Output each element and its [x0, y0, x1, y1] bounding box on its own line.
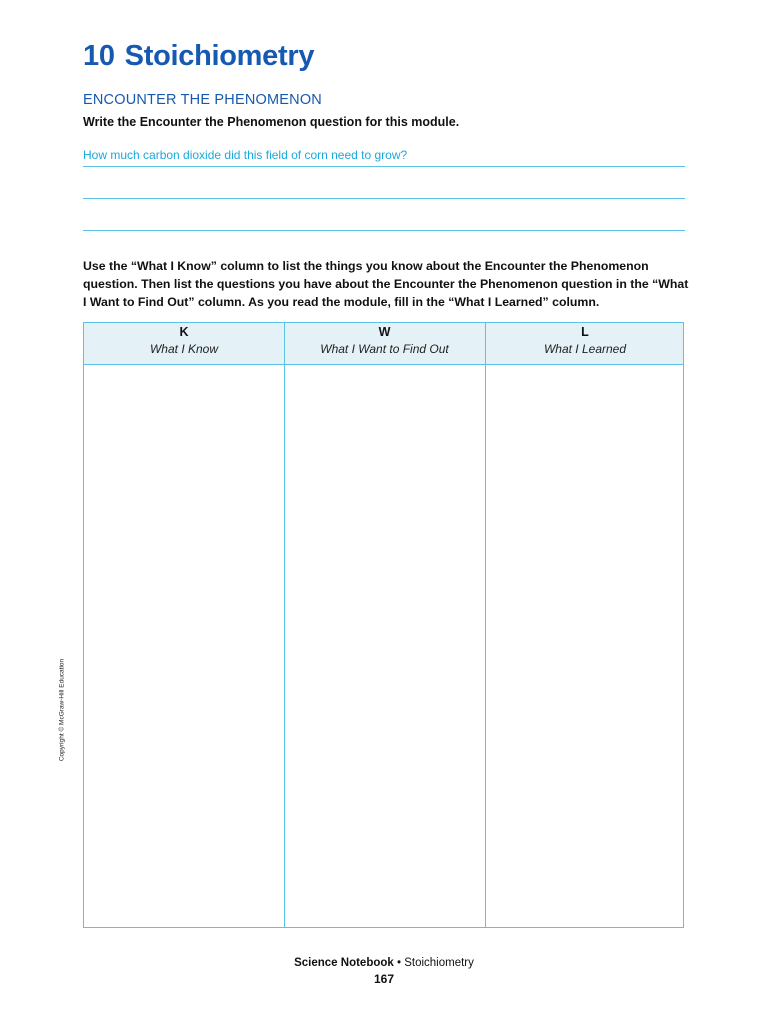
kwl-instructions: Use the “What I Know” column to list the things you know about the Encounter the Phenomenon question. Then list the questions you have about the Encounter the Phenomenon question in the “What I Want to Find Out” column. As you read the module, fill in the “What I Learned” column.: [83, 259, 689, 309]
module-name: Stoichiometry: [124, 40, 315, 72]
column-letter: L: [581, 325, 589, 339]
kwl-column-header-w: [284, 323, 485, 365]
kwl-column-header-l: [485, 323, 685, 365]
answer-line-3[interactable]: [83, 230, 685, 231]
encounter-prompt: Write the Encounter the Phenomenon question for this module.: [83, 115, 460, 129]
column-letter: W: [378, 325, 391, 339]
kwl-column-body-k[interactable]: [84, 365, 284, 927]
footer-book-title: Science Notebook: [294, 957, 394, 969]
column-label: What I Learned: [543, 342, 627, 356]
page-footer: [0, 957, 768, 969]
column-label: What I Know: [149, 342, 219, 356]
column-divider: [485, 323, 486, 927]
page-number: 167: [373, 972, 395, 986]
footer-separator: •: [393, 957, 405, 969]
column-divider: [284, 323, 285, 927]
kwl-table: [83, 322, 684, 928]
kwl-column-header-k: [84, 323, 284, 365]
kwl-column-body-l[interactable]: [485, 365, 685, 927]
module-title: [83, 40, 314, 73]
answer-line-2[interactable]: [83, 198, 685, 199]
kwl-column-body-w[interactable]: [284, 365, 485, 927]
footer-chapter: Stoichiometry: [404, 957, 474, 969]
column-label: What I Want to Find Out: [320, 342, 449, 356]
section-heading: ENCOUNTER THE PHENOMENON: [83, 92, 322, 108]
module-number: 10: [83, 40, 115, 72]
copyright-text: Copyright © McGraw-Hill Education: [58, 658, 66, 762]
answer-line-1-text[interactable]: How much carbon dioxide did this field of corn need to grow?: [83, 148, 408, 162]
answer-line-1: [83, 166, 685, 167]
column-letter: K: [179, 325, 189, 339]
